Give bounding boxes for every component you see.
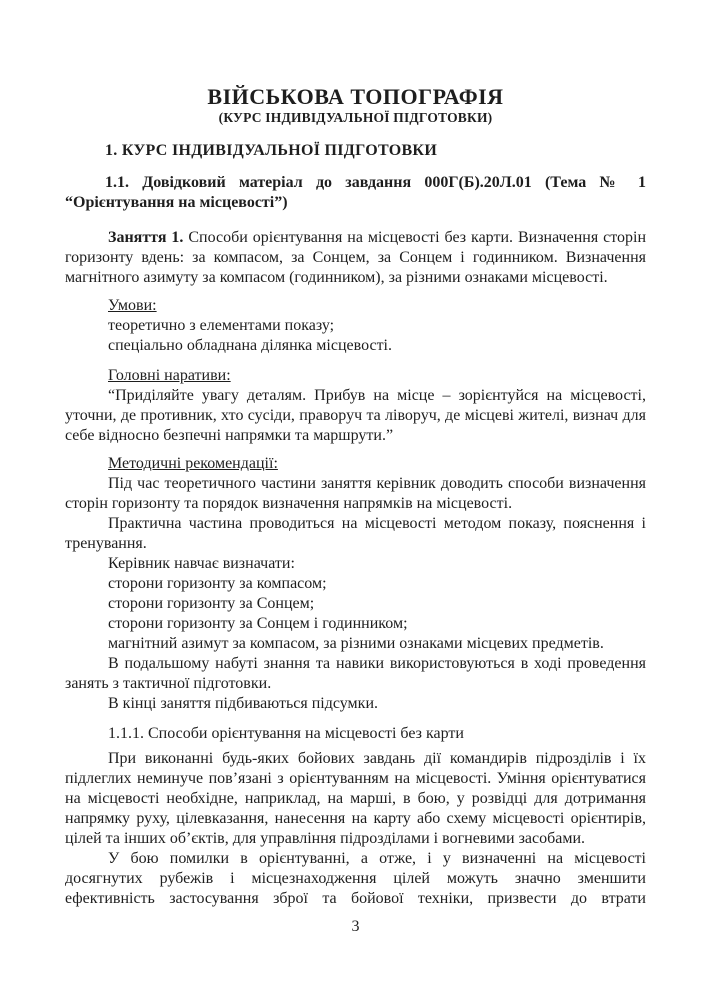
- training-item: сторони горизонту за компасом;: [108, 575, 327, 592]
- lesson-paragraph: [65, 228, 646, 288]
- subsubsection-heading: 1.1.1. Способи орієнтування на місцевості без карти: [108, 725, 464, 742]
- document-title: ВІЙСЬКОВА ТОПОГРАФІЯ: [207, 84, 504, 109]
- page-number: 3: [351, 918, 360, 935]
- conditions-heading: Умови:: [108, 297, 157, 314]
- subsection-heading: 1.1. Довідковий матеріал до завдання 000Г(Б).20Л.01 (Тема № 1 “Орієнтування на місцевості”): [65, 174, 646, 211]
- lesson-lead: Заняття 1.: [108, 229, 184, 246]
- body-paragraph: У бою помилки в орієнтуванні, а отже, і у визначенні на місцевості досягнутих рубежів і місцезнаходження цілей можуть значно зменшити ефективність застосування зброї та бойової техніки, призвести до втрати: [65, 850, 646, 907]
- recommendations-heading: Методичні рекомендації:: [108, 455, 278, 472]
- lesson-text: Способи орієнтування на місцевості без карти. Визначення сторін горизонту вдень: за компасом, за Сонцем, за Сонцем і годинником. Визначення магнітного азимуту за компасом (годинником), за різними ознаками місцевості.: [65, 229, 647, 286]
- document-subtitle: (КУРС ІНДИВІДУАЛЬНОЇ ПІДГОТОВКИ): [218, 110, 493, 125]
- training-item: сторони горизонту за Сонцем і годинником;: [108, 615, 408, 632]
- body-paragraph: При виконанні будь-яких бойових завдань дії командирів підрозділів і їх підлеглих неминуче пов’язані з орієнтуванням на місцевості. Уміння орієнтуватися на місцевості необхідне, наприклад, на марші, в бою, у розвідці для дотримання напрямку руху, цілевказання, нанесення на карту або схему місцевості орієнтирів, цілей та інших об’єктів, для управління підрозділами і вогневими засобами.: [65, 750, 646, 847]
- conditions-item: спеціально обладнана ділянка місцевості.: [108, 337, 392, 354]
- recommendations-paragraph: В подальшому набуті знання та навики використовуються в ході проведення занять з тактичної підготовки.: [65, 655, 646, 692]
- trainer-teaches-line: Керівник навчає визначати:: [108, 555, 295, 572]
- conditions-item: теоретично з елементами показу;: [108, 317, 335, 334]
- recommendations-paragraph: Під час теоретичного частини заняття керівник доводить способи визначення сторін горизонту та порядок визначення напрямків на місцевості.: [65, 475, 646, 512]
- training-item: магнітний азимут за компасом, за різними ознаками місцевих предметів.: [108, 635, 604, 652]
- section-heading: 1. КУРС ІНДИВІДУАЛЬНОЇ ПІДГОТОВКИ: [105, 142, 438, 159]
- training-item: сторони горизонту за Сонцем;: [108, 595, 315, 612]
- narratives-heading: Головні наративи:: [108, 367, 231, 384]
- narrative-quote: “Приділяйте увагу деталям. Прибув на місце – зорієнтуйся на місцевості, уточни, де противник, хто сусіди, праворуч та ліворуч, де місцеві жителі, визнач для себе відносно безпечні напрямки та маршрути.”: [65, 387, 646, 444]
- recommendations-paragraph: В кінці заняття підбиваються підсумки.: [108, 695, 379, 712]
- recommendations-paragraph: Практична частина проводиться на місцевості методом показу, пояснення і тренування.: [65, 515, 646, 552]
